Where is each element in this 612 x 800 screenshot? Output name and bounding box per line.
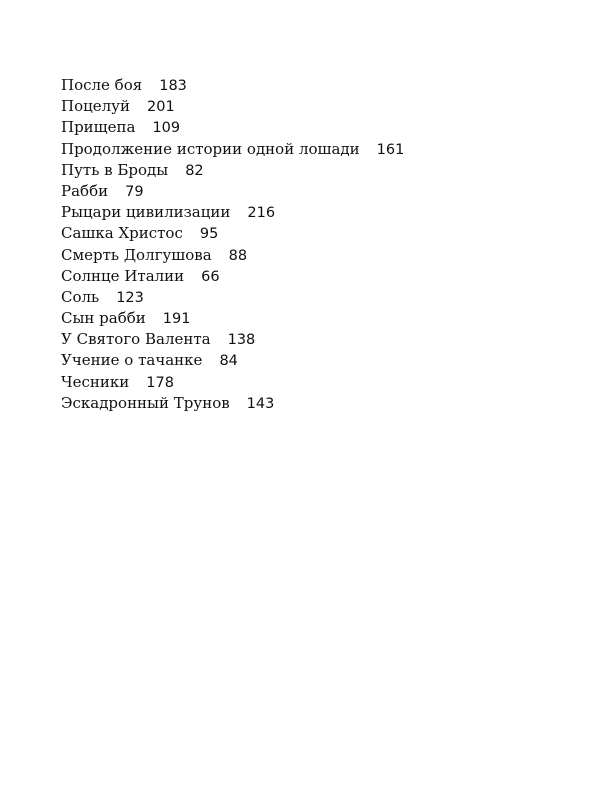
toc-entry-page: 183 (159, 78, 187, 94)
toc-entry (61, 350, 561, 371)
toc-entry-title: Учение о тачанке (61, 351, 203, 370)
toc-entry-title: Рыцари цивилизации (61, 203, 231, 222)
toc-entry-title: Соль (61, 287, 100, 306)
toc-entry-title: Путь в Броды (61, 160, 169, 179)
toc-entry-page: 191 (162, 311, 191, 328)
toc-entry (61, 202, 561, 223)
toc-entry (61, 96, 561, 117)
toc-entry-page: 88 (228, 247, 248, 264)
toc-entry (61, 266, 561, 287)
toc-entry-page: 66 (201, 268, 220, 285)
toc-entry-title: Рабби (61, 181, 109, 200)
toc-entry (61, 372, 561, 393)
toc-entry (61, 308, 561, 329)
toc-entry-page: 109 (152, 120, 181, 137)
toc-entry-page: 123 (116, 289, 144, 306)
toc-entry (61, 245, 561, 266)
toc-entry-title: Поцелуй (61, 97, 130, 116)
toc-entry (61, 160, 561, 181)
toc-entry (61, 287, 561, 308)
toc-entry (61, 181, 561, 202)
toc-entry (61, 117, 561, 138)
toc-entry (61, 75, 561, 96)
toc-entry-title: Сын рабби (61, 309, 146, 328)
toc-entry (61, 139, 561, 160)
toc-entry-page: 178 (146, 374, 174, 391)
toc-entry-page: 138 (227, 332, 256, 349)
toc-entry (61, 393, 561, 414)
toc-entry-title: Прищепа (61, 118, 136, 137)
toc-entry-page: 79 (125, 183, 144, 200)
toc-entry-page: 84 (219, 353, 238, 370)
toc-entry-page: 201 (147, 99, 175, 116)
toc-entry-page: 216 (247, 205, 276, 222)
toc-entry-title: После боя (61, 76, 143, 94)
toc-entry-page: 143 (246, 395, 275, 412)
toc-entry-page: 95 (199, 226, 219, 243)
toc-entry-title: У Святого Валента (61, 330, 211, 349)
toc-entry-title: Сашка Христос (61, 224, 183, 243)
toc-entry (61, 223, 561, 244)
toc-entry-title: Смерть Долгушова (61, 245, 212, 264)
toc-entry-title: Чесники (61, 372, 130, 391)
toc-entry-page: 82 (185, 162, 204, 179)
toc-entry (61, 329, 561, 350)
toc-entry-title: Солнце Италии (61, 266, 185, 285)
toc-entry-title: Продолжение истории одной лошади (61, 139, 360, 158)
toc-entry-title: Эскадронный Трунов (61, 393, 230, 412)
toc-entry-page: 161 (376, 141, 405, 158)
table-of-contents (61, 75, 561, 414)
